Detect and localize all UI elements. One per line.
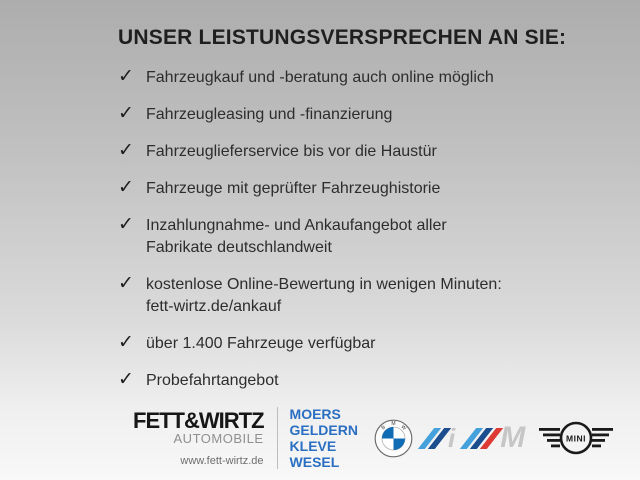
bmw-m-logo-icon <box>468 421 526 454</box>
dealer-name: FETT&WIRTZ <box>133 407 264 433</box>
checklist-item <box>118 104 640 126</box>
checklist-item-text: Fahrzeugkauf und -beratung auch online möglich <box>146 69 494 86</box>
bmw-i-letter: i <box>447 423 456 453</box>
checklist-item <box>118 141 640 163</box>
checkmark-icon: ✓ <box>118 332 134 353</box>
page-title: UNSER LEISTUNGSVERSPRECHEN AN SIE: <box>118 26 567 49</box>
checklist-item-text: Fahrzeuge mit geprüfter Fahrzeughistorie <box>146 180 441 197</box>
checklist-item-text: Inzahlungnahme- und Ankaufangebot aller Fabrikate deutschlandweit <box>146 217 447 256</box>
location-kleve: KLEVE <box>289 438 337 454</box>
checklist-item <box>118 215 640 259</box>
checklist-item <box>118 274 640 318</box>
mini-label: MINI <box>566 433 587 444</box>
dealer-logo-block <box>133 407 264 467</box>
checkmark-icon: ✓ <box>118 214 134 235</box>
checklist-item-text: über 1.400 Fahrzeuge verfügbar <box>146 335 376 352</box>
checkmark-icon: ✓ <box>118 273 134 294</box>
dealer-division: AUTOMOBILE <box>173 430 264 446</box>
service-checklist <box>118 67 640 392</box>
bmw-letter-b: B <box>380 424 387 431</box>
bmw-logo-icon <box>374 419 413 458</box>
checkmark-icon: ✓ <box>118 369 134 390</box>
dealer-website: www.fett-wirtz.de <box>180 454 264 467</box>
checklist-item <box>118 333 640 355</box>
location-wesel: WESEL <box>289 454 340 470</box>
location-geldern: GELDERN <box>289 422 358 438</box>
checklist-item <box>118 178 640 200</box>
checklist-item-text: Fahrzeugleasing und -finanzierung <box>146 106 393 123</box>
bmw-letter-w: W <box>399 423 408 432</box>
bmw-m-letter: M <box>500 421 526 454</box>
checklist-item <box>118 67 640 89</box>
checklist-item-text: kostenlose Online-Bewertung in wenigen Minuten: fett-wirtz.de/ankauf <box>146 274 502 318</box>
dealer-locations <box>290 406 358 470</box>
checklist-item-text: Fahrzeuglieferservice bis vor die Haustür <box>146 143 437 160</box>
bmw-i-logo-icon <box>426 423 456 453</box>
mini-logo-icon <box>538 417 614 459</box>
bmw-letter-m: M <box>391 420 396 427</box>
footer-divider <box>277 407 278 469</box>
brand-logos <box>374 417 614 459</box>
checklist-item-text: Probefahrtangebot <box>146 372 279 389</box>
checkmark-icon: ✓ <box>118 66 134 87</box>
checklist-item <box>118 370 640 392</box>
footer-bar <box>133 405 614 471</box>
checkmark-icon: ✓ <box>118 177 134 198</box>
location-moers: MOERS <box>289 406 341 422</box>
ankauf-url-text: fett-wirtz.de/ankauf <box>146 298 282 315</box>
checkmark-icon: ✓ <box>118 103 134 124</box>
checkmark-icon: ✓ <box>118 140 134 161</box>
